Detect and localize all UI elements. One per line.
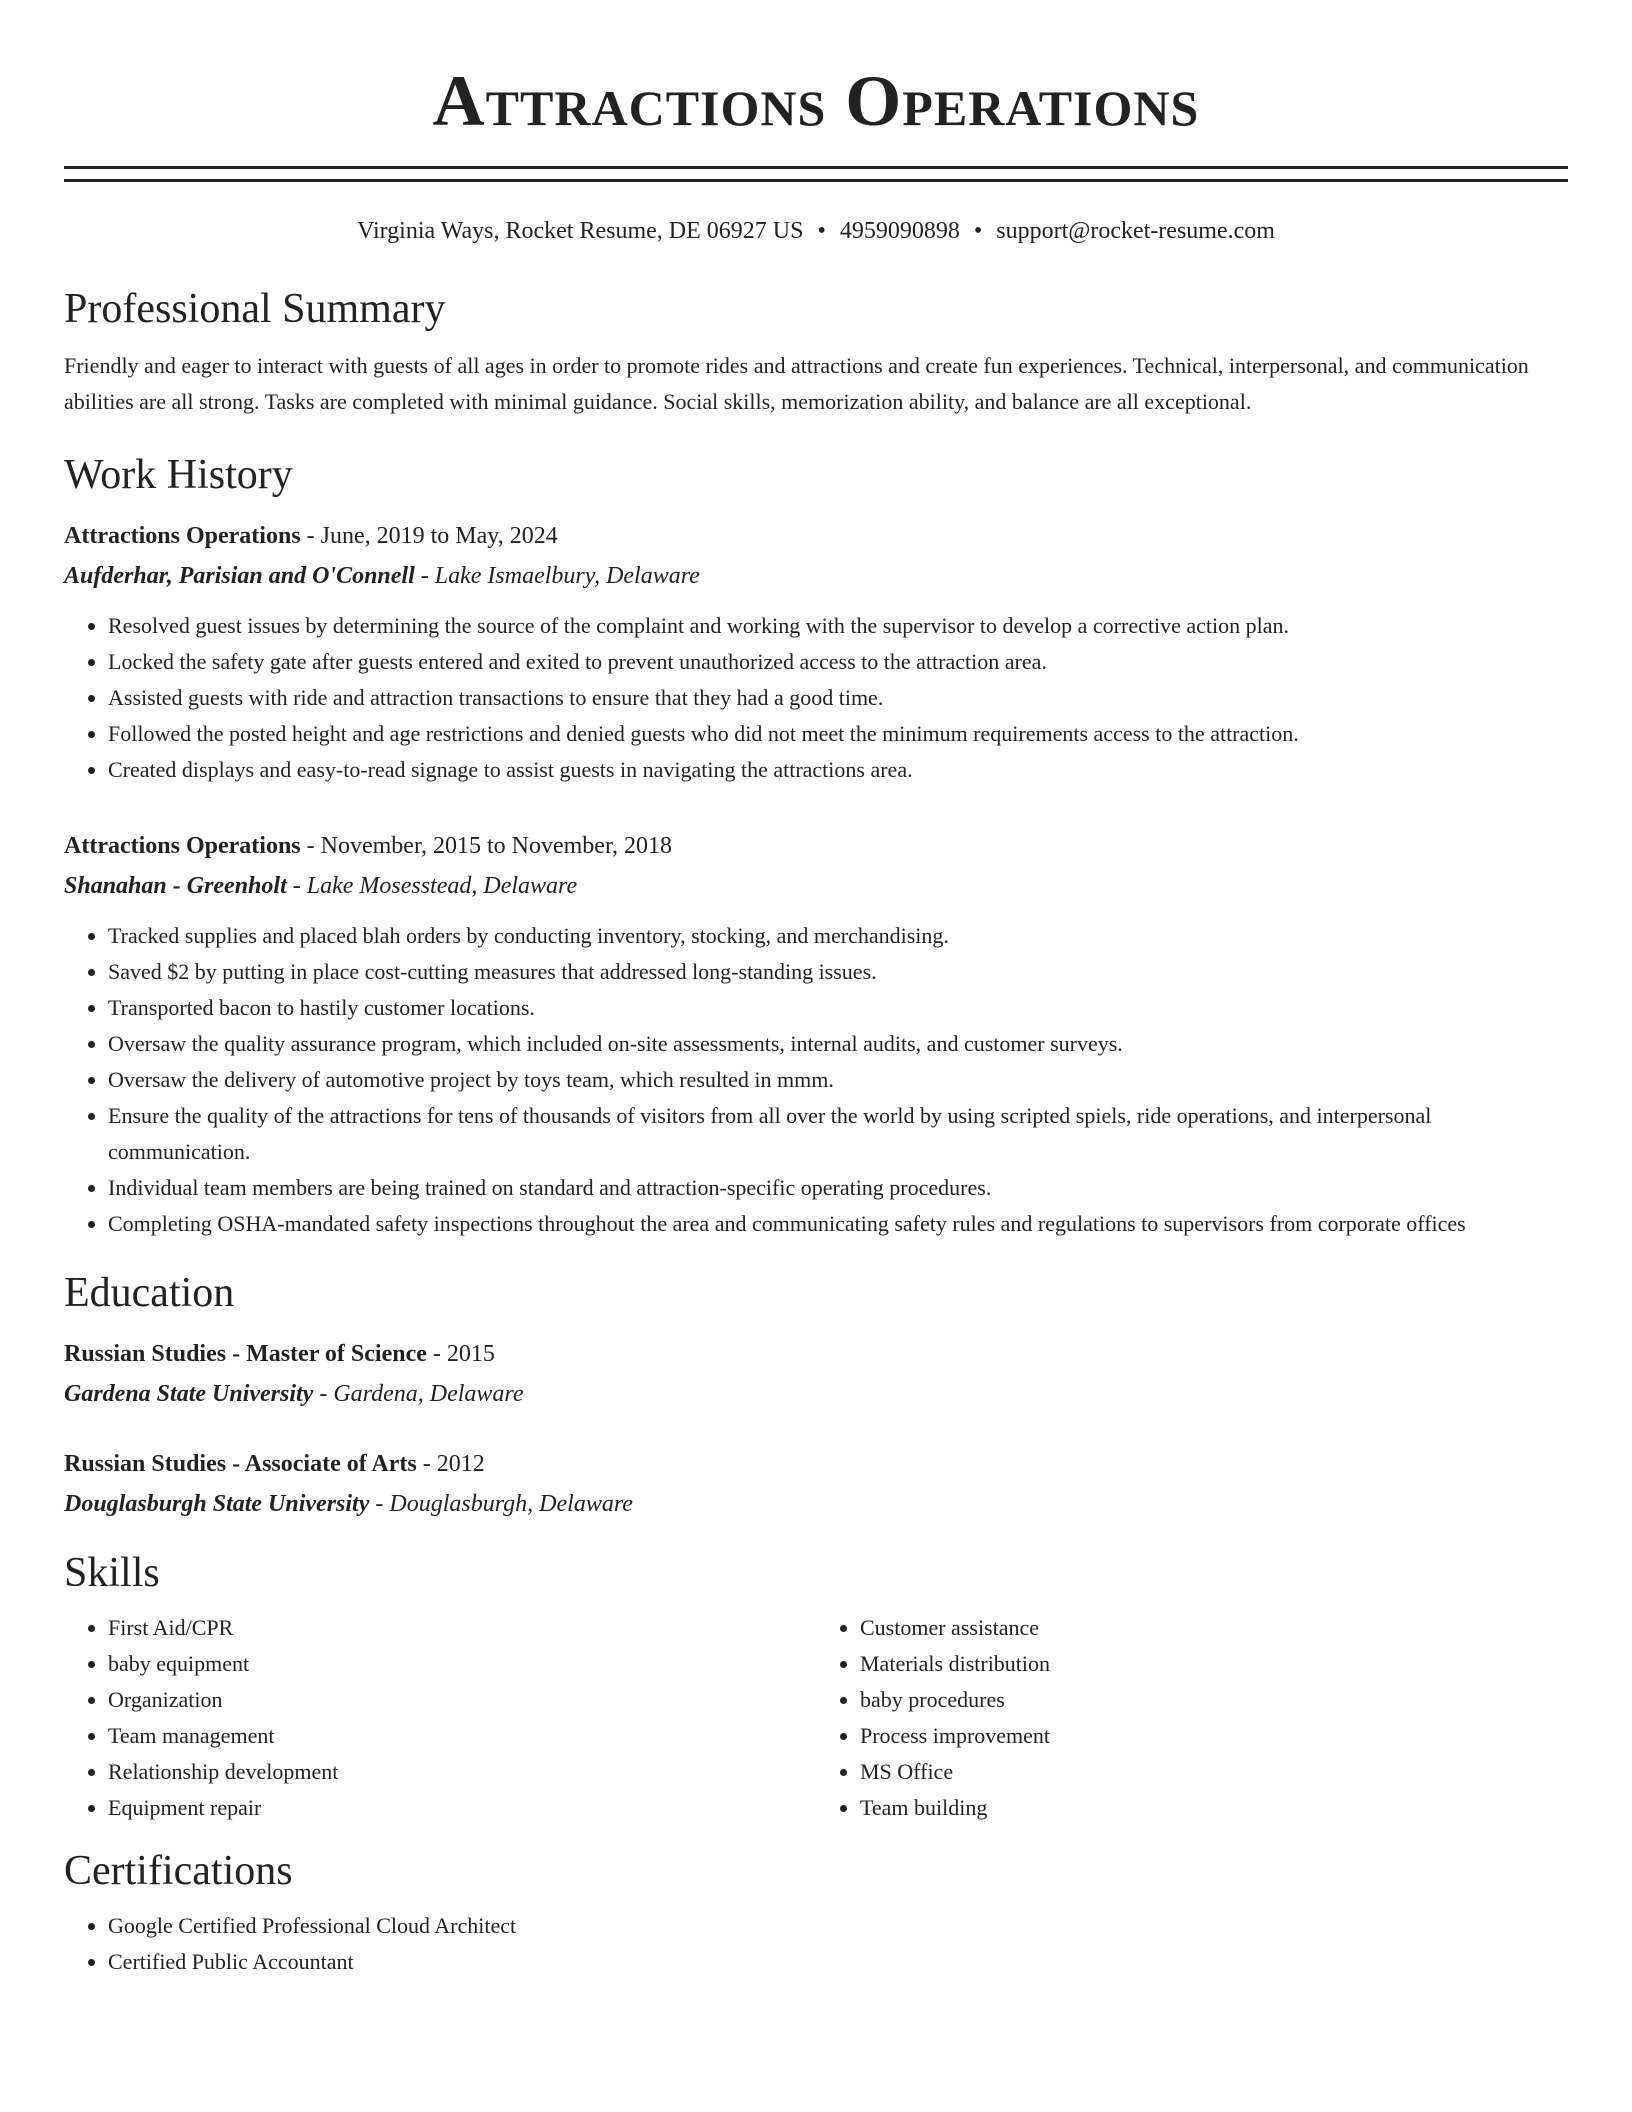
job-entry xyxy=(64,516,1568,788)
job-company-line xyxy=(64,866,1568,906)
list-item: • Relationship development xyxy=(108,1754,816,1790)
list-item: • Saved $2 by putting in place cost-cutting measures that addressed long-standing issues. xyxy=(108,954,1568,990)
contact-line xyxy=(64,216,1568,246)
job-dates: - June, 2019 to May, 2024 xyxy=(300,523,558,549)
skills-list-left xyxy=(64,1610,816,1826)
summary-text: Friendly and eager to interact with guests of all ages in order to promote rides and attractions and create fun experiences. Technical, interpersonal, and communication abilities are all strong. Tasks are completed with minimal guidance. Social skills, memorization ability, and balance are all exceptional. xyxy=(64,353,1529,414)
list-item: • baby equipment xyxy=(108,1646,816,1682)
education-heading xyxy=(64,1334,1568,1374)
list-item: • Completing OSHA-mandated safety inspections throughout the area and communicating safety rules and regulations to supervisors from corporate offices xyxy=(108,1206,1568,1242)
resume-page xyxy=(64,0,1568,1980)
job-location: - Lake Ismaelbury, Delaware xyxy=(414,563,700,589)
contact-address: Virginia Ways, Rocket Resume, DE 06927 US xyxy=(357,218,804,244)
education-location: - Douglasburgh, Delaware xyxy=(369,1491,633,1517)
education-entry xyxy=(64,1334,1568,1414)
job-entry xyxy=(64,826,1568,1242)
list-item: • Process improvement xyxy=(860,1718,1568,1754)
header-double-rule xyxy=(64,166,1568,182)
list-item: • Transported bacon to hastily customer locations. xyxy=(108,990,1568,1026)
job-role: Attractions Operations xyxy=(64,523,301,549)
list-item: • Oversaw the quality assurance program, which included on-site assessments, internal audits, and customer surveys. xyxy=(108,1026,1568,1062)
job-heading xyxy=(64,516,1568,556)
list-item: • Oversaw the delivery of automotive project by toys team, which resulted in mmm. xyxy=(108,1062,1568,1098)
education-degree: Russian Studies - Associate of Arts xyxy=(64,1451,417,1477)
job-location: - Lake Mosesstead, Delaware xyxy=(286,873,578,899)
list-item: • Team management xyxy=(108,1718,816,1754)
section-title-certifications: Certifications xyxy=(64,1848,293,1894)
list-item: • First Aid/CPR xyxy=(108,1610,816,1646)
list-item: • Organization xyxy=(108,1682,816,1718)
list-item: • Followed the posted height and age restrictions and denied guests who did not meet the minimum requirements access to the attraction. xyxy=(108,716,1568,752)
list-item: • Assisted guests with ride and attraction transactions to ensure that they had a good time. xyxy=(108,680,1568,716)
section-title-work-history: Work History xyxy=(64,452,293,498)
job-company-line xyxy=(64,556,1568,596)
bullet-separator: • xyxy=(973,218,983,244)
job-dates: - November, 2015 to November, 2018 xyxy=(300,833,672,859)
list-item: • Tracked supplies and placed blah orders by conducting inventory, stocking, and merchandising. xyxy=(108,918,1568,954)
education-heading xyxy=(64,1444,1568,1484)
list-item: • Ensure the quality of the attractions for tens of thousands of visitors from all over the world by using scripted spiels, ride operations, and interpersonal communication. xyxy=(108,1098,1568,1170)
section-title-summary: Professional Summary xyxy=(64,286,446,332)
job-heading xyxy=(64,826,1568,866)
skills-list-right xyxy=(816,1610,1568,1826)
education-school-line xyxy=(64,1374,1568,1414)
list-item: • Locked the safety gate after guests entered and exited to prevent unauthorized access to the attraction area. xyxy=(108,644,1568,680)
list-item: • MS Office xyxy=(860,1754,1568,1790)
bullet-separator: • xyxy=(817,218,826,244)
contact-email: support@rocket-resume.com xyxy=(996,218,1275,244)
skills-columns xyxy=(64,1598,1568,1826)
list-item: • Created displays and easy-to-read signage to assist guests in navigating the attractions area. xyxy=(108,752,1568,788)
list-item: • Team building xyxy=(860,1790,1568,1826)
list-item: • Google Certified Professional Cloud Architect xyxy=(108,1908,1568,1944)
list-item: • Equipment repair xyxy=(108,1790,816,1826)
list-item: • Materials distribution xyxy=(860,1646,1568,1682)
education-degree: Russian Studies - Master of Science xyxy=(64,1341,427,1367)
education-entry xyxy=(64,1444,1568,1524)
education-year: - 2015 xyxy=(426,1341,495,1367)
list-item: • Customer assistance xyxy=(860,1610,1568,1646)
job-bullets xyxy=(64,608,1568,788)
job-company: Shanahan - Greenholt xyxy=(64,873,287,899)
list-item: • Certified Public Accountant xyxy=(108,1944,1568,1980)
section-title-education: Education xyxy=(64,1270,235,1316)
resume-name: Attractions Operations xyxy=(432,61,1200,141)
list-item: • baby procedures xyxy=(860,1682,1568,1718)
section-title-skills: Skills xyxy=(64,1550,160,1596)
job-company: Aufderhar, Parisian and O'Connell xyxy=(64,563,415,589)
education-location: - Gardena, Delaware xyxy=(313,1381,524,1407)
list-item: • Resolved guest issues by determining the source of the complaint and working with the supervisor to develop a corrective action plan. xyxy=(108,608,1568,644)
education-school: Gardena State University xyxy=(64,1381,314,1407)
education-school: Douglasburgh State University xyxy=(64,1491,370,1517)
certifications-list xyxy=(64,1908,1568,1980)
contact-phone: 4959090898 xyxy=(839,218,960,244)
job-bullets xyxy=(64,918,1568,1242)
education-school-line xyxy=(64,1484,1568,1524)
job-role: Attractions Operations xyxy=(64,833,301,859)
list-item: • Individual team members are being trained on standard and attraction-specific operating procedures. xyxy=(108,1170,1568,1206)
education-year: - 2012 xyxy=(416,1451,485,1477)
